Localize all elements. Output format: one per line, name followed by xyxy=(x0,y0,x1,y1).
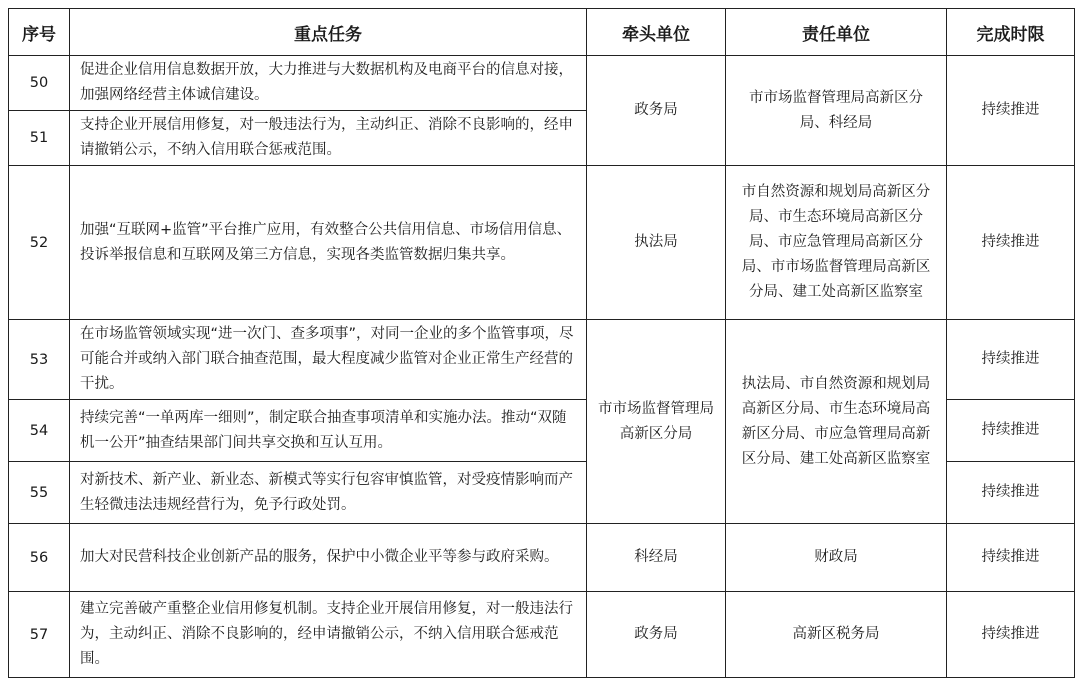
lead-unit: 市市场监督管理局高新区分局 xyxy=(587,320,726,524)
deadline: 持续推进 xyxy=(947,166,1075,320)
header-lead-unit: 牵头单位 xyxy=(587,9,726,56)
deadline: 持续推进 xyxy=(947,462,1075,524)
header-no: 序号 xyxy=(9,9,70,56)
table-row xyxy=(9,56,1075,111)
responsible-unit: 高新区税务局 xyxy=(726,592,947,678)
header-responsible-unit: 责任单位 xyxy=(726,9,947,56)
row-number: 57 xyxy=(9,592,70,678)
lead-unit: 科经局 xyxy=(587,524,726,592)
table-row xyxy=(9,166,1075,320)
header-task: 重点任务 xyxy=(70,9,587,56)
task-text: 加大对民营科技企业创新产品的服务，保护中小微企业平等参与政府采购。 xyxy=(70,524,587,592)
table-row xyxy=(9,524,1075,592)
tasks-table xyxy=(8,8,1075,678)
deadline: 持续推进 xyxy=(947,56,1075,166)
header-row xyxy=(9,9,1075,56)
row-number: 53 xyxy=(9,320,70,400)
task-text: 在市场监管领域实现“进一次门、查多项事”，对同一企业的多个监管事项，尽可能合并或纳入部门联合抽查范围，最大程度减少监管对企业正常生产经营的干扰。 xyxy=(70,320,587,400)
responsible-unit: 财政局 xyxy=(726,524,947,592)
task-text: 促进企业信用信息数据开放，大力推进与大数据机构及电商平台的信息对接，加强网络经营主体诚信建设。 xyxy=(70,56,587,111)
table-row xyxy=(9,592,1075,678)
deadline: 持续推进 xyxy=(947,400,1075,462)
deadline: 持续推进 xyxy=(947,592,1075,678)
task-text: 支持企业开展信用修复，对一般违法行为，主动纠正、消除不良影响的，经申请撤销公示，不纳入信用联合惩戒范围。 xyxy=(70,111,587,166)
row-number: 56 xyxy=(9,524,70,592)
responsible-unit: 执法局、市自然资源和规划局高新区分局、市生态环境局高新区分局、市应急管理局高新区分局、建工处高新区监察室 xyxy=(726,320,947,524)
lead-unit: 政务局 xyxy=(587,592,726,678)
responsible-unit: 市市场监督管理局高新区分局、科经局 xyxy=(726,56,947,166)
task-text: 建立完善破产重整企业信用修复机制。支持企业开展信用修复，对一般违法行为，主动纠正、消除不良影响的，经申请撤销公示，不纳入信用联合惩戒范围。 xyxy=(70,592,587,678)
row-number: 54 xyxy=(9,400,70,462)
lead-unit: 执法局 xyxy=(587,166,726,320)
header-deadline: 完成时限 xyxy=(947,9,1075,56)
row-number: 55 xyxy=(9,462,70,524)
lead-unit: 政务局 xyxy=(587,56,726,166)
task-text: 持续完善“一单两库一细则”，制定联合抽查事项清单和实施办法。推动“双随机一公开”抽查结果部门间共享交换和互认互用。 xyxy=(70,400,587,462)
deadline: 持续推进 xyxy=(947,320,1075,400)
deadline: 持续推进 xyxy=(947,524,1075,592)
row-number: 50 xyxy=(9,56,70,111)
row-number: 51 xyxy=(9,111,70,166)
task-text: 对新技术、新产业、新业态、新模式等实行包容审慎监管，对受疫情影响而产生轻微违法违规经营行为，免予行政处罚。 xyxy=(70,462,587,524)
task-text: 加强“互联网+监管”平台推广应用，有效整合公共信用信息、市场信用信息、投诉举报信息和互联网及第三方信息，实现各类监管数据归集共享。 xyxy=(70,166,587,320)
row-number: 52 xyxy=(9,166,70,320)
responsible-unit: 市自然资源和规划局高新区分局、市生态环境局高新区分局、市应急管理局高新区分局、市市场监督管理局高新区分局、建工处高新区监察室 xyxy=(726,166,947,320)
table-row xyxy=(9,320,1075,400)
